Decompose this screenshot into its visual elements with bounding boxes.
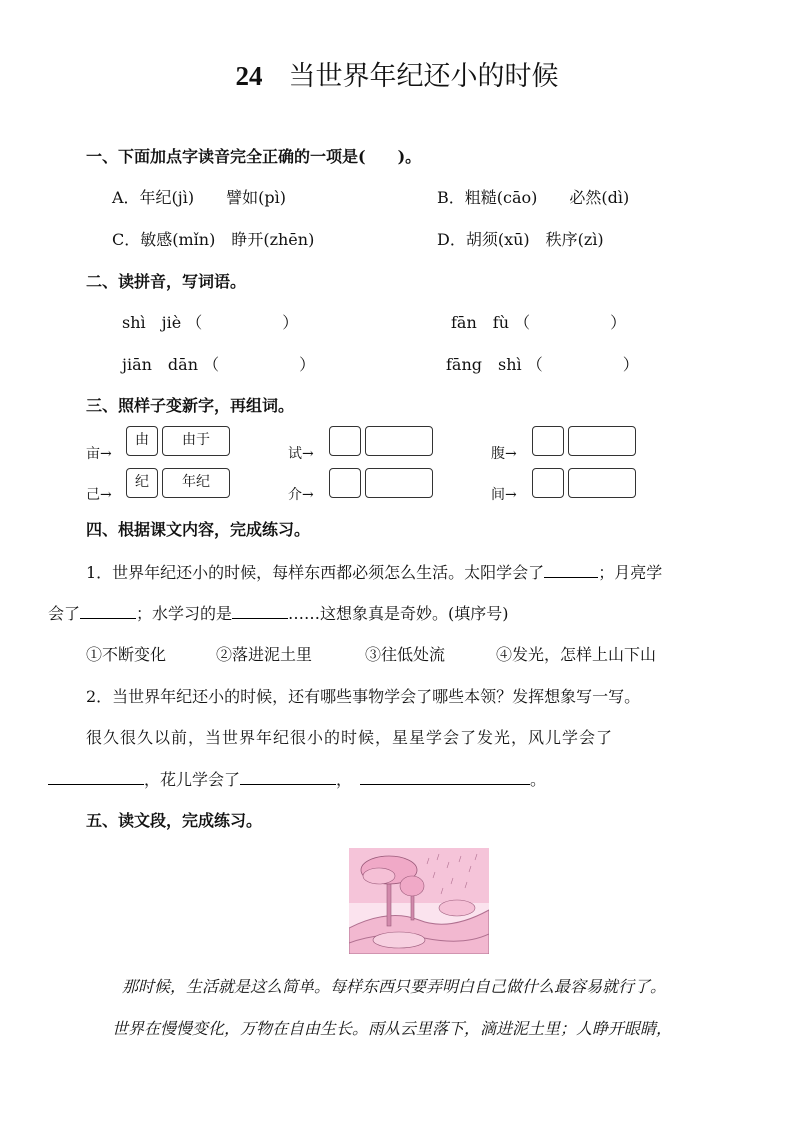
source-char: 亩→ [86,446,112,462]
pinyin-text: fāng shì [446,355,522,374]
page-title [0,54,794,93]
choice: ④发光，怎样上山下山 [496,645,657,664]
section2-heading: 二、读拼音，写词语。 [86,272,247,291]
passage-line-1: 那时候，生活就是这么简单。每样东西只要弄明白自己做什么最容易就行了。 [122,977,667,996]
word-box: 年纪 [162,468,230,498]
q1-text: ；月亮学 [598,563,663,582]
question-2-stem: 很久很久以前，当世界年纪很小的时候，星星学会了发光，风儿学会了 [86,728,614,747]
source-char: 间→ [491,487,517,503]
question-1-line2 [48,601,509,624]
answer-blank[interactable] [232,602,288,619]
word-box: 由于 [162,426,230,456]
answer-paren: （ ） [186,313,299,332]
q1-text: 1．世界年纪还小的时候，每样东西都必须怎么生活。太阳学会了 [86,563,545,582]
word-box[interactable] [365,426,433,456]
source-char: 腹→ [491,446,517,462]
section4-heading: 四、根据课文内容，完成练习。 [86,520,311,539]
new-char-box[interactable] [532,426,564,456]
pinyin-text: shì jiè [122,313,182,332]
answer-blank[interactable] [360,768,530,785]
source-char: 己→ [86,487,112,503]
answer-blank[interactable] [544,561,598,578]
q1-text: 会了 [48,604,81,623]
option-a: A．年纪(jì) 譬如(pì) [112,188,286,207]
source-char: 介→ [288,487,314,503]
pinyin-text: jiān dān [122,355,199,374]
q2-text: ，花儿学会了 [144,770,241,789]
answer-blank[interactable] [48,768,144,785]
section5-heading: 五、读文段，完成练习。 [86,811,263,830]
passage-line-2: 世界在慢慢变化，万物在自由生长。雨从云里落下，滴进泥土里；人睁开眼睛， [112,1019,673,1038]
choice: ②落进泥土里 [216,645,313,664]
pinyin-item [122,352,315,375]
choice: ①不断变化 [86,645,167,664]
answer-paren: （ ） [514,313,627,332]
new-char-box: 纪 [126,468,158,498]
question-2-answer-line [48,767,546,790]
pinyin-item [446,352,639,375]
pinyin-text: fān fù [451,313,509,332]
new-char-box[interactable] [329,468,361,498]
q2-text: 。 [530,770,547,789]
section1-heading: 一、下面加点字读音完全正确的一项是( )。 [86,147,422,166]
choice: ③往低处流 [365,645,446,664]
source-char: 试→ [288,446,314,462]
q1-text: ；水学习的是 [136,604,233,623]
word-box[interactable] [568,468,636,498]
answer-blank[interactable] [80,602,136,619]
new-char-box[interactable] [329,426,361,456]
option-c: C．敏感(mǐn) 睁开(zhēn) [112,230,315,249]
q2-text: ， [336,770,353,789]
answer-paren: （ ） [203,355,316,374]
question-1-line1 [86,560,662,583]
answer-paren: （ ） [526,355,639,374]
word-box[interactable] [365,468,433,498]
word-box[interactable] [568,426,636,456]
section3-heading: 三、照样子变新字，再组词。 [86,396,295,415]
lesson-title: 当世界年纪还小的时候 [288,61,559,92]
lesson-number: 24 [235,61,263,91]
option-d: D．胡须(xū) 秩序(zì) [437,230,604,249]
answer-blank[interactable] [240,768,336,785]
pinyin-item [451,310,626,333]
pinyin-item [122,310,298,333]
new-char-box: 由 [126,426,158,456]
option-b: B．粗糙(cāo) 必然(dì) [437,188,630,207]
q1-text: ……这想象真是奇妙。(填序号) [288,604,509,623]
new-char-box[interactable] [532,468,564,498]
question-2-prompt: 2．当世界年纪还小的时候，还有哪些事物学会了哪些本领？发挥想象写一写。 [86,687,641,706]
pink-landscape-illustration [349,848,489,954]
